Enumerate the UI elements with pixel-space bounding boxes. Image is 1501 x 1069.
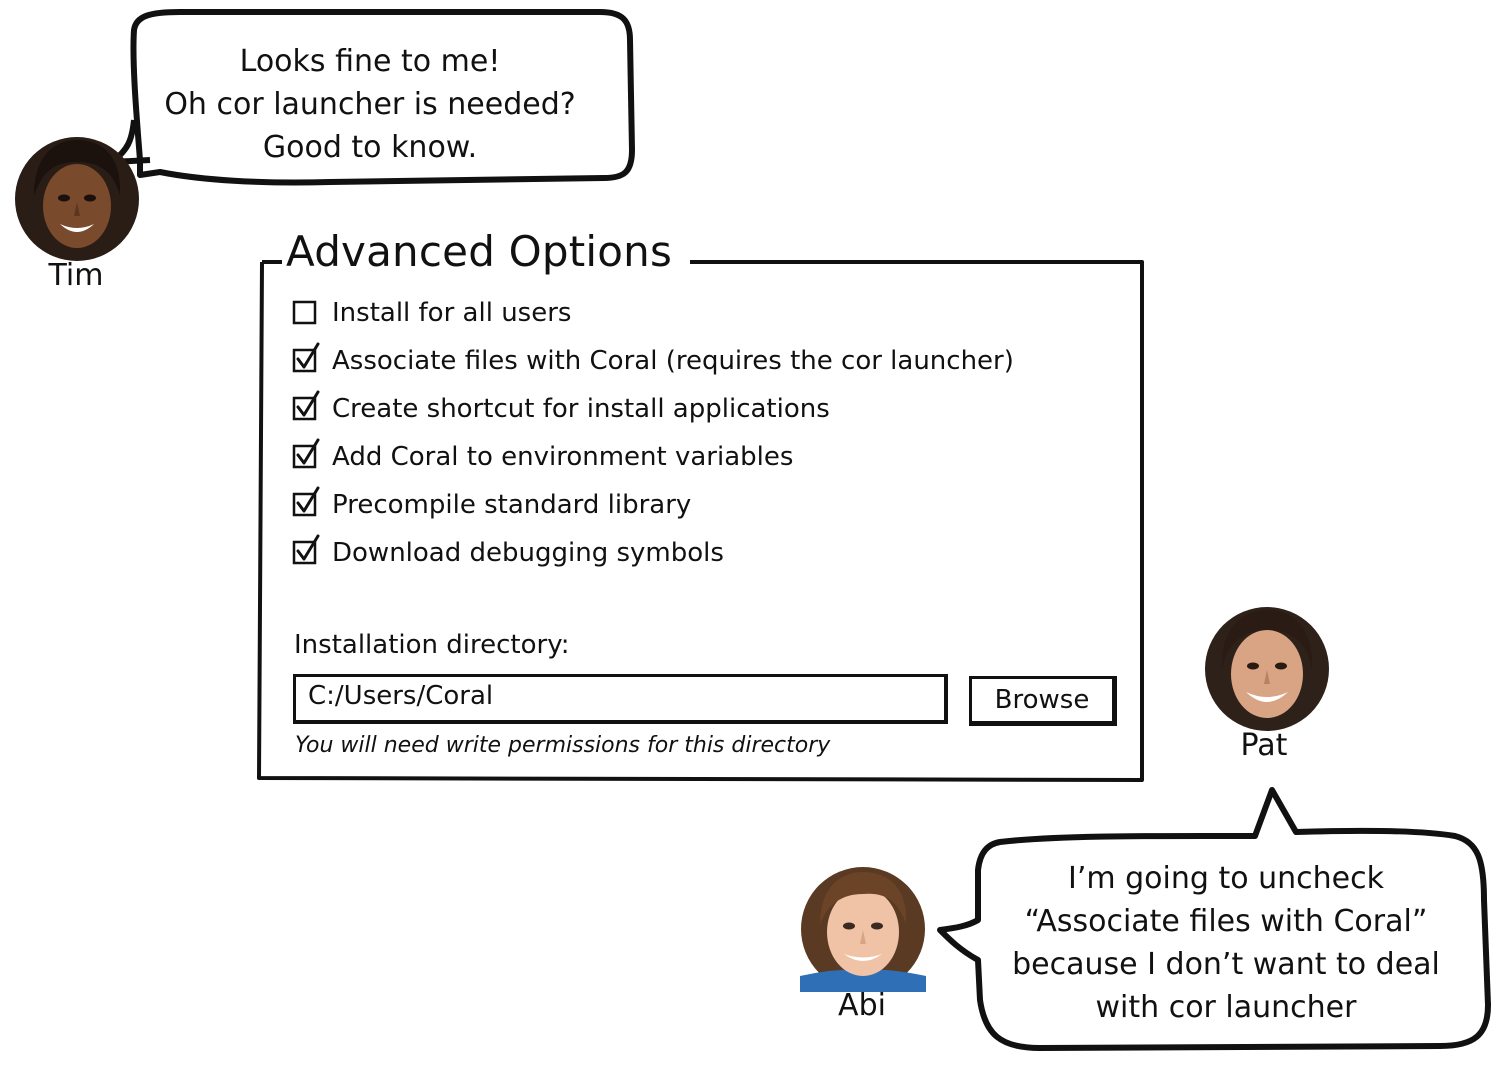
- tim-name: Tim: [48, 258, 104, 293]
- bubble-line: because I don’t want to deal: [1012, 947, 1440, 982]
- pat-avatar: [1204, 606, 1330, 732]
- install-directory-label: Installation directory:: [294, 630, 570, 660]
- checkbox-unchecked[interactable]: [292, 300, 318, 326]
- bubble-line: with cor launcher: [1095, 990, 1357, 1025]
- abi-name: Abi: [838, 988, 886, 1023]
- option-associate-files[interactable]: [292, 344, 1014, 378]
- checkbox-checked[interactable]: [292, 540, 318, 566]
- checkbox-checked[interactable]: [292, 492, 318, 518]
- permissions-hint: You will need write permissions for this directory: [295, 733, 831, 758]
- panel-title: Advanced Options: [284, 227, 678, 276]
- abi-bubble-text: [986, 857, 1466, 1029]
- option-create-shortcut[interactable]: [292, 392, 830, 426]
- option-label: Download debugging symbols: [332, 538, 724, 568]
- option-label: Install for all users: [332, 298, 572, 328]
- abi-avatar: [800, 866, 926, 992]
- pat-name: Pat: [1240, 728, 1288, 763]
- bubble-line: Oh cor launcher is needed?: [164, 87, 576, 122]
- option-install-all-users[interactable]: [292, 296, 571, 330]
- option-label: Precompile standard library: [332, 490, 692, 520]
- option-precompile-stdlib[interactable]: [292, 488, 691, 522]
- checkbox-checked[interactable]: [292, 444, 318, 470]
- option-label: Add Coral to environment variables: [332, 442, 794, 472]
- checkbox-checked[interactable]: [292, 348, 318, 374]
- option-label: Associate files with Coral (requires the cor launcher): [332, 346, 1014, 376]
- bubble-line: Good to know.: [262, 130, 478, 165]
- tim-avatar: [14, 136, 140, 262]
- checkbox-checked[interactable]: [292, 396, 318, 422]
- tim-bubble-text: [150, 40, 590, 169]
- browse-button[interactable]: Browse: [969, 676, 1117, 726]
- option-debug-symbols[interactable]: [292, 536, 724, 570]
- install-directory-input[interactable]: C:/Users/Coral: [293, 674, 948, 724]
- bubble-line: “Associate files with Coral”: [1024, 904, 1428, 939]
- option-env-variables[interactable]: [292, 440, 793, 474]
- option-label: Create shortcut for install applications: [332, 394, 830, 424]
- bubble-line: I’m going to uncheck: [1068, 861, 1384, 896]
- bubble-line: Looks fine to me!: [239, 44, 501, 79]
